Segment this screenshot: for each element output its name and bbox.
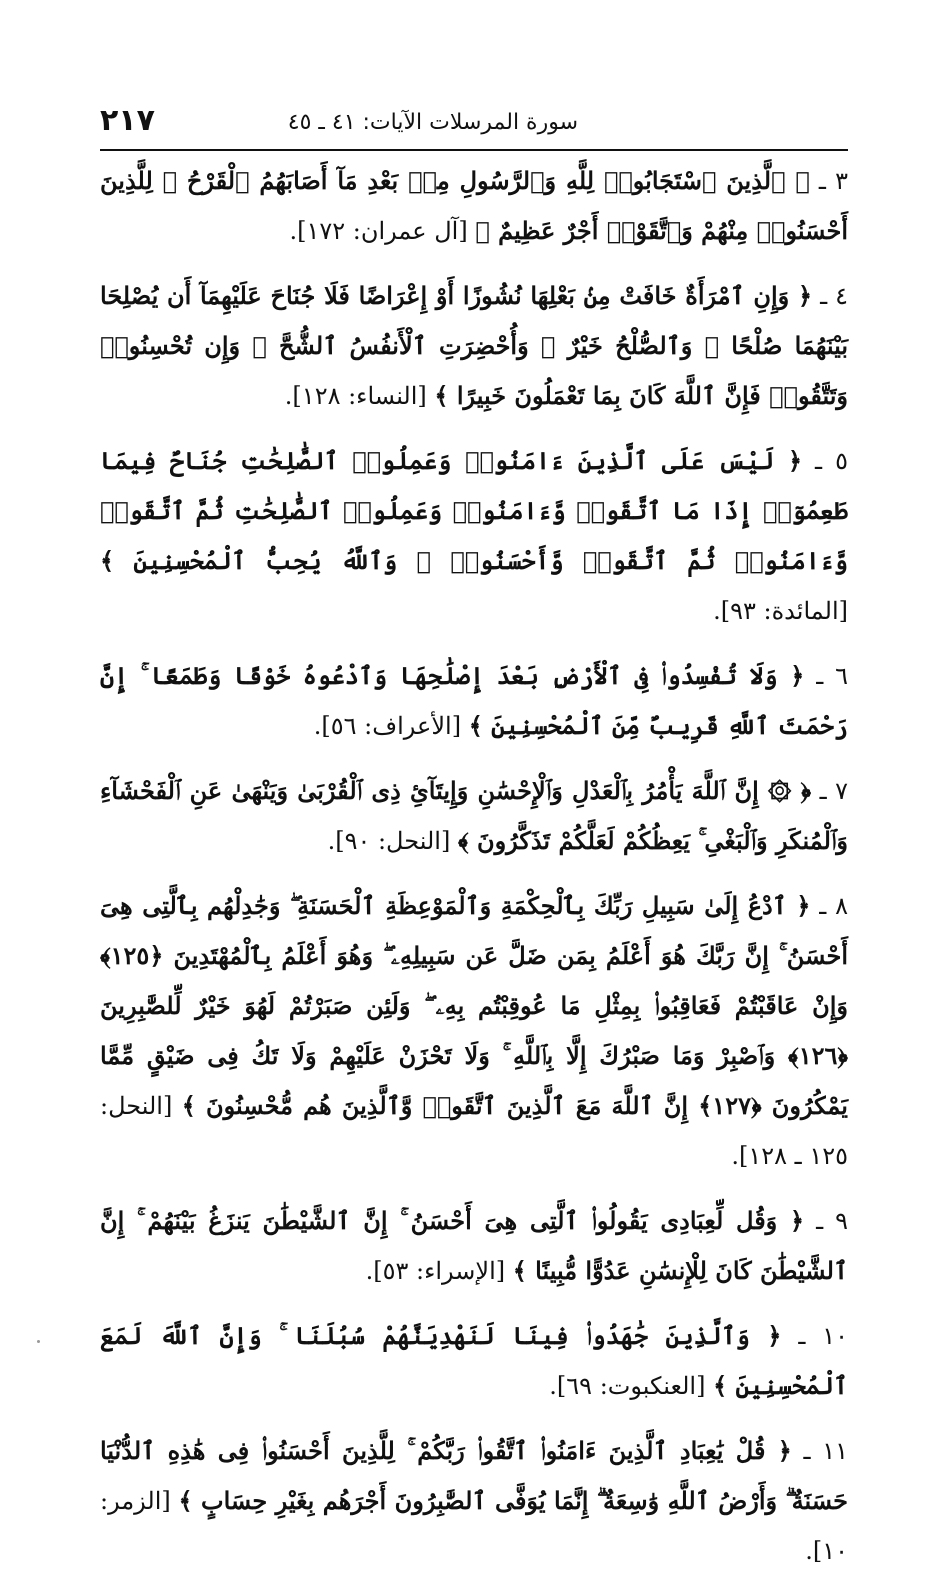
- verse-entry-9: [100, 1196, 848, 1296]
- scan-speck: [37, 1340, 40, 1343]
- header-divider: [100, 149, 848, 151]
- verse-reference: [الزمر: ١٠].: [100, 1487, 848, 1565]
- entry-number: ٤ ـ: [820, 282, 849, 310]
- chapter-title: سورة المرسلات الآيات: ٤١ ـ ٤٥: [287, 110, 578, 135]
- entry-number: ٦ ـ: [816, 662, 848, 690]
- entry-number: ٣ ـ: [818, 167, 848, 195]
- entry-number: ٧ ـ: [819, 777, 848, 805]
- page-number: ٢١٧: [100, 103, 155, 138]
- quran-verse-text: ﴿ قُلْ يَٰعِبَادِ ٱلَّذِينَ ءَامَنُوا۟ ٱتَّقُوا۟ رَبَّكُمْ ۚ لِلَّذِينَ أَحْسَنُوا۟ فِى هَٰذِهِ ٱلدُّنْيَا حَسَنَةٌ ۗ وَأَرْضُ ٱللَّهِ وَٰسِعَةٌ ۗ إِنَّمَا يُوَفَّى ٱلصَّٰبِرُونَ أَجْرَهُم بِغَيْرِ حِسَابٍ ﴾: [100, 1436, 848, 1515]
- page-header: [100, 100, 848, 144]
- verse-reference: [النحل: ٩٠].: [327, 827, 451, 855]
- verse-entry-8: [100, 881, 848, 1181]
- verse-reference: [النحل: ١٢٥ ـ ١٢٨].: [100, 1092, 848, 1170]
- quran-verse-text: ﴿ ۞ إِنَّ ٱللَّهَ يَأْمُرُ بِٱلْعَدْلِ وَٱلْإِحْسَٰنِ وَإِيتَآئِ ذِى ٱلْقُرْبَىٰ وَيَنْهَىٰ عَنِ ٱلْفَحْشَآءِ وَٱلْمُنكَرِ وَٱلْبَغْىِ ۚ يَعِظُكُمْ لَعَلَّكُمْ تَذَكَّرُونَ ﴾: [100, 776, 848, 855]
- verse-reference: [الأعراف: ٥٦].: [313, 712, 462, 740]
- verse-entry-3: [100, 156, 848, 256]
- quran-verse-text: ﴿ وَلَا تُفْسِدُوا۟ فِى ٱلْأَرْضِ بَعْدَ إِصْلَٰحِهَا وَٱدْعُوهُ خَوْفًا وَطَمَعًا ۚ إِنَّ رَحْمَتَ ٱللَّهِ قَرِيبٌ مِّنَ ٱلْمُحْسِنِينَ ﴾: [100, 661, 848, 740]
- verse-reference: [المائدة: ٩٣].: [713, 597, 848, 625]
- quran-verse-text: ﴿ وَإِنِ ٱمْرَأَةٌ خَافَتْ مِنۢ بَعْلِهَا نُشُوزًا أَوْ إِعْرَاضًا فَلَا جُنَاحَ عَلَيْهِمَآ أَن يُصْلِحَا بَيْنَهُمَا صُلْحًا ۚ وَٱلصُّلْحُ خَيْرٌ ۗ وَأُحْضِرَتِ ٱلْأَنفُسُ ٱلشُّحَّ ۚ وَإِن تُحْسِنُوا۟ وَتَتَّقُوا۟ فَإِنَّ ٱللَّهَ كَانَ بِمَا تَعْمَلُونَ خَبِيرًا ﴾: [100, 281, 848, 410]
- entry-number: ١٠ ـ: [798, 1322, 848, 1350]
- entry-number: ٥ ـ: [815, 447, 848, 475]
- verse-reference: [الإسراء: ٥٣].: [365, 1257, 506, 1285]
- verse-entry-7: [100, 766, 848, 866]
- verse-reference: [آل عمران: ١٧٢].: [289, 217, 468, 245]
- verse-entry-5: [100, 436, 848, 636]
- verse-entry-11: [100, 1426, 848, 1576]
- verse-reference: [العنكبوت: ٦٩].: [549, 1372, 706, 1400]
- quran-verse-text: ﴿ ٱدْعُ إِلَىٰ سَبِيلِ رَبِّكَ بِٱلْحِكْمَةِ وَٱلْمَوْعِظَةِ ٱلْحَسَنَةِ ۖ وَجَٰدِلْهُم بِٱلَّتِى هِىَ أَحْسَنُ ۚ إِنَّ رَبَّكَ هُوَ أَعْلَمُ بِمَن ضَلَّ عَن سَبِيلِهِۦ ۖ وَهُوَ أَعْلَمُ بِٱلْمُهْتَدِينَ ﴿١٢٥﴾ وَإِنْ عَاقَبْتُمْ فَعَاقِبُوا۟ بِمِثْلِ مَا عُوقِبْتُم بِهِۦ ۖ وَلَئِن صَبَرْتُمْ لَهُوَ خَيْرٌ لِّلصَّٰبِرِينَ ﴿١٢٦﴾ وَٱصْبِرْ وَمَا صَبْرُكَ إِلَّا بِٱللَّهِ ۚ وَلَا تَحْزَنْ عَلَيْهِمْ وَلَا تَكُ فِى ضَيْقٍ مِّمَّا يَمْكُرُونَ ﴿١٢٧﴾ إِنَّ ٱللَّهَ مَعَ ٱلَّذِينَ ٱتَّقَوا۟ وَّٱلَّذِينَ هُم مُّحْسِنُونَ ﴾: [100, 891, 848, 1120]
- verse-entry-4: [100, 271, 848, 421]
- verse-entry-10: [100, 1311, 848, 1411]
- quran-verse-text: ﴿ وَقُل لِّعِبَادِى يَقُولُوا۟ ٱلَّتِى هِىَ أَحْسَنُ ۚ إِنَّ ٱلشَّيْطَٰنَ يَنزَغُ بَيْنَهُمْ ۚ إِنَّ ٱلشَّيْطَٰنَ كَانَ لِلْإِنسَٰنِ عَدُوًّا مُّبِينًا ﴾: [100, 1206, 848, 1285]
- entry-number: ٨ ـ: [819, 892, 848, 920]
- entry-number: ١١ ـ: [803, 1437, 848, 1465]
- quran-verse-text: ﴿ ٱلَّذِينَ ٱسْتَجَابُوا۟ لِلَّهِ وَٱلرَّسُولِ مِنۢ بَعْدِ مَآ أَصَابَهُمُ ٱلْقَرْحُ ۚ لِلَّذِينَ أَحْسَنُوا۟ مِنْهُمْ وَٱتَّقَوْا۟ أَجْرٌ عَظِيمٌ ﴾: [100, 166, 848, 245]
- verse-reference: [النساء: ١٢٨].: [284, 382, 427, 410]
- entry-number: ٩ ـ: [816, 1207, 848, 1235]
- verse-entry-6: [100, 651, 848, 751]
- verses-list: [100, 156, 848, 1591]
- quran-verse-text: ﴿ وَٱلَّذِينَ جَٰهَدُوا۟ فِينَا لَنَهْدِيَنَّهُمْ سُبُلَنَا ۚ وَإِنَّ ٱللَّهَ لَمَعَ ٱلْمُحْسِنِينَ ﴾: [100, 1321, 848, 1400]
- quran-verse-text: ﴿ لَيْسَ عَلَى ٱلَّذِينَ ءَامَنُوا۟ وَعَمِلُوا۟ ٱلصَّٰلِحَٰتِ جُنَاحٌ فِيمَا طَعِمُوٓا۟ إِذَا مَا ٱتَّقَوا۟ وَّءَامَنُوا۟ وَعَمِلُوا۟ ٱلصَّٰلِحَٰتِ ثُمَّ ٱتَّقَوا۟ وَّءَامَنُوا۟ ثُمَّ ٱتَّقَوا۟ وَّأَحْسَنُوا۟ ۗ وَٱللَّهُ يُحِبُّ ٱلْمُحْسِنِينَ ﴾: [100, 446, 848, 575]
